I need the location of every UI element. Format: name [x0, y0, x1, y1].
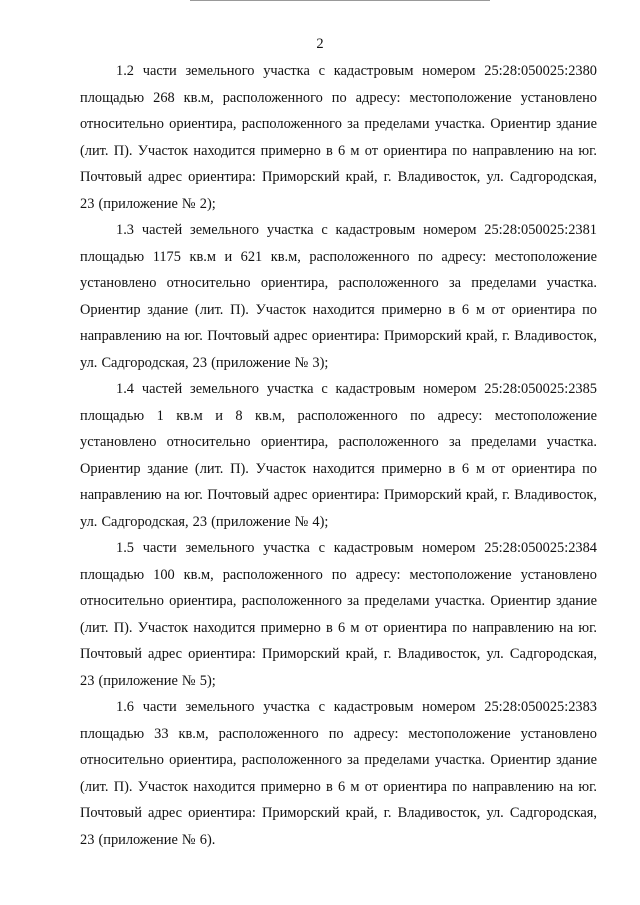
paragraph-1-2: 1.2 части земельного участка с кадастровым номером 25:28:050025:2380 площадью 268 кв.м, расположенного по адресу: местоположение установлено относительно ориентира, расположенного за пределами участка. Ориентир здание (лит. П). Участок находится примерно в 6 м от ориентира по направлению на юг. Почтовый адрес ориентира: Приморский край, г. Владивосток, ул. Садгородская, 23 (приложение № 2);	[80, 63, 597, 212]
page-number: 2	[316, 36, 324, 52]
paragraph-1-5: 1.5 части земельного участка с кадастровым номером 25:28:050025:2384 площадью 100 кв.м, расположенного по адресу: местоположение установлено относительно ориентира, расположенного за пределами участка. Ориентир здание (лит. П). Участок находится примерно в 6 м от ориентира по направлению на юг. Почтовый адрес ориентира: Приморский край, г. Владивосток, ул. Садгородская, 23 (приложение № 5);	[80, 540, 597, 689]
paragraph-1-4: 1.4 частей земельного участка с кадастровым номером 25:28:050025:2385 площадью 1 кв.м и 8 кв.м, расположенного по адресу: местоположение установлено относительно ориентира, расположенного за пределами участка. Ориентир здание (лит. П). Участок находится примерно в 6 м от ориентира по направлению на юг. Почтовый адрес ориентира: Приморский край, г. Владивосток, ул. Садгородская, 23 (приложение № 4);	[80, 381, 597, 530]
paragraph-1-6: 1.6 части земельного участка с кадастровым номером 25:28:050025:2383 площадью 33 кв.м, расположенного по адресу: местоположение установлено относительно ориентира, расположенного за пределами участка. Ориентир здание (лит. П). Участок находится примерно в 6 м от ориентира по направлению на юг. Почтовый адрес ориентира: Приморский край, г. Владивосток, ул. Садгородская, 23 (приложение № 6).	[80, 699, 597, 848]
document-body	[80, 58, 597, 853]
paragraph-1-3: 1.3 частей земельного участка с кадастровым номером 25:28:050025:2381 площадью 1175 кв.м и 621 кв.м, расположенного по адресу: местоположение установлено относительно ориентира, расположенного за пределами участка. Ориентир здание (лит. П). Участок находится примерно в 6 м от ориентира по направлению на юг. Почтовый адрес ориентира: Приморский край, г. Владивосток, ул. Садгородская, 23 (приложение № 3);	[80, 222, 597, 371]
scan-top-rule	[190, 0, 490, 1]
